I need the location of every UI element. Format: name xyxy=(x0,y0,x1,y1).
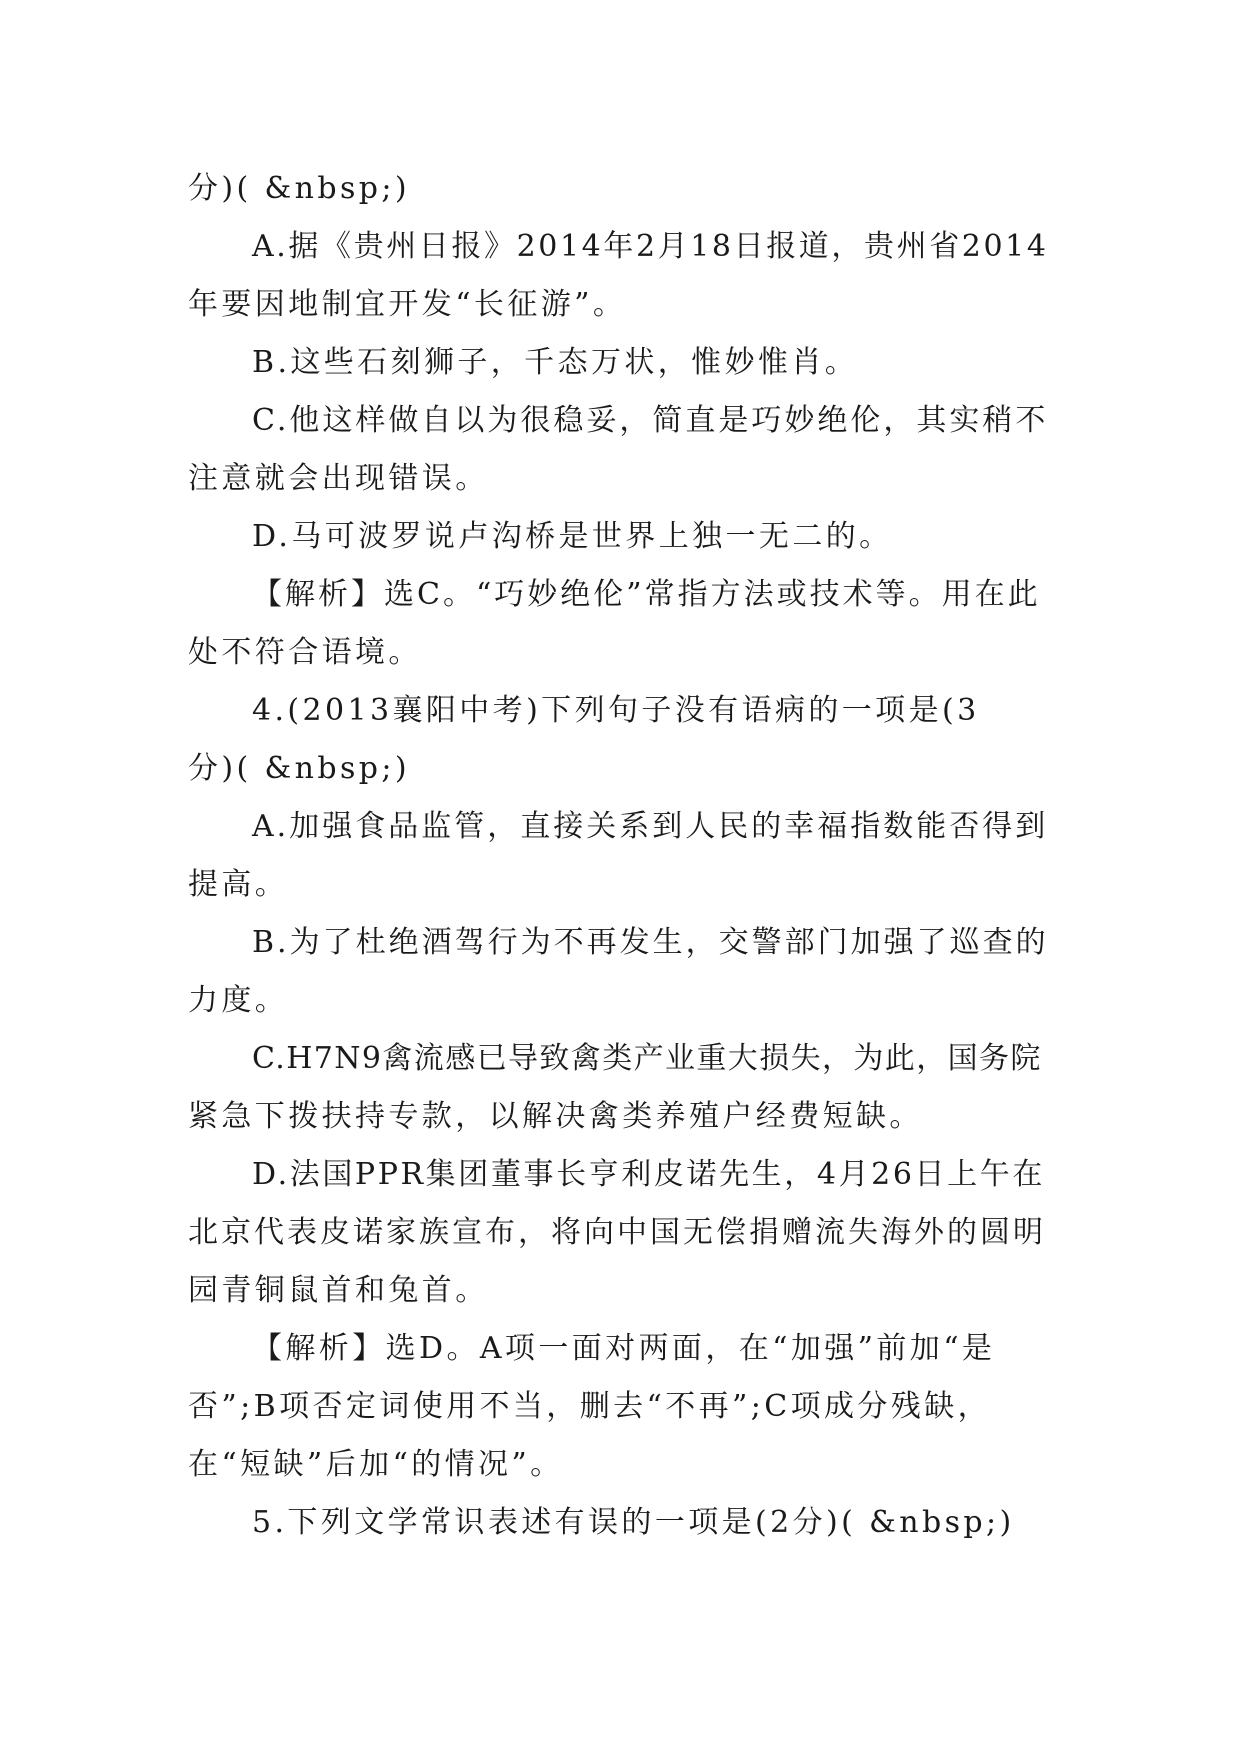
text-line: B.为了杜绝酒驾行为不再发生，交警部门加强了巡查的 xyxy=(252,925,1049,960)
text-line: 5.下列文学常识表述有误的一项是(2分)( &nbsp;) xyxy=(252,1505,1015,1540)
text-line: D.马可波罗说卢沟桥是世界上独一无二的。 xyxy=(252,519,893,554)
text-line: 4.(2013襄阳中考)下列句子没有语病的一项是(3 xyxy=(252,693,980,728)
text-line: 注意就会出现错误。 xyxy=(188,461,489,496)
text-line: 分)( &nbsp;) xyxy=(188,171,410,206)
text-line: 紧急下拨扶持专款，以解决禽类养殖户经费短缺。 xyxy=(188,1099,923,1134)
text-line: 年要因地制宜开发“长征游”。 xyxy=(188,287,627,322)
text-line: 园青铜鼠首和兔首。 xyxy=(188,1273,489,1308)
text-line: 【解析】选C。“巧妙绝伦”常指方法或技术等。用在此 xyxy=(252,577,1041,612)
document-page xyxy=(188,160,1050,1552)
text-line: 力度。 xyxy=(188,983,289,1018)
text-line: A.加强食品监管，直接关系到人民的幸福指数能否得到 xyxy=(252,809,1049,844)
text-line: 北京代表皮诺家族宣布，将向中国无偿捐赠流失海外的圆明 xyxy=(188,1215,1046,1250)
text-line: 分)( &nbsp;) xyxy=(188,751,410,786)
text-line: C.H7N9禽流感已导致禽类产业重大损失，为此，国务院 xyxy=(252,1041,1042,1076)
text-line: A.据《贵州日报》2014年2月18日报道，贵州省2014 xyxy=(252,229,1049,264)
text-line: 在“短缺”后加“的情况”。 xyxy=(188,1447,564,1482)
text-line: D.法国PPR集团董事长亨利皮诺先生，4月26日上午在 xyxy=(252,1157,1045,1192)
text-line: C.他这样做自以为很稳妥，简直是巧妙绝伦，其实稍不 xyxy=(252,403,1049,438)
text-line: B.这些石刻狮子，千态万状，惟妙惟肖。 xyxy=(252,345,859,380)
text-line: 否”;B项否定词使用不当，删去“不再”;C项成分残缺， xyxy=(188,1389,992,1424)
text-line: 提高。 xyxy=(188,867,289,902)
text-line: 处不符合语境。 xyxy=(188,635,422,670)
text-line: 【解析】选D。A项一面对两面，在“加强”前加“是 xyxy=(252,1331,996,1366)
